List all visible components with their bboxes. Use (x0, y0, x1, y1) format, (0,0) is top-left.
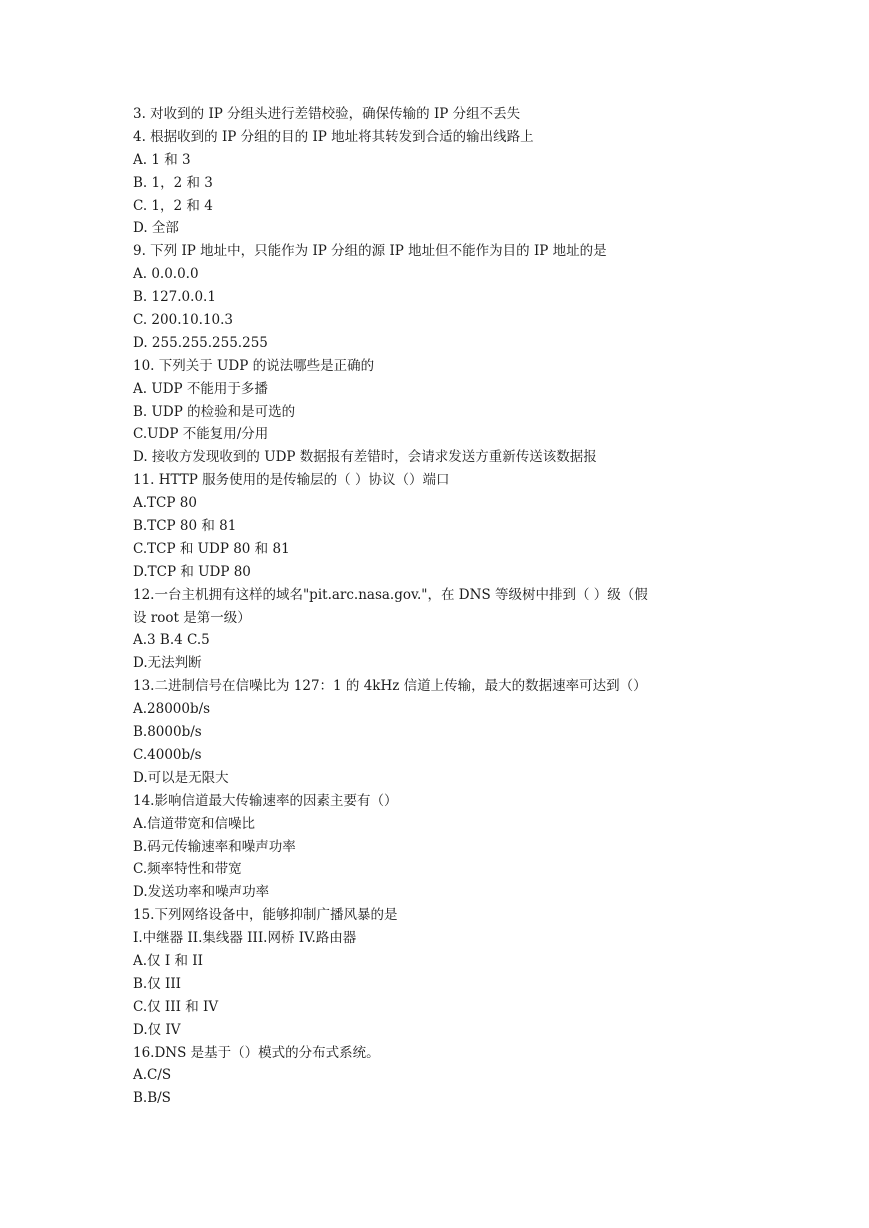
answer-option-a: A. UDP 不能用于多播 (133, 380, 268, 397)
answer-option-b: B.码元传输速率和噪声功率 (133, 838, 296, 855)
question-14: 14.影响信道最大传输速率的因素主要有（） (133, 792, 398, 809)
answer-option-a: A.仅 I 和 II (133, 952, 203, 969)
answer-option-b: B. UDP 的检验和是可选的 (133, 403, 296, 420)
answer-option-a: A.C/S (133, 1067, 172, 1084)
answer-option-d: D.发送功率和噪声功率 (133, 884, 270, 901)
question-9: 9. 下列 IP 地址中，只能作为 IP 分组的源 IP 地址但不能作为目的 IP 地址的是 (133, 243, 607, 260)
answer-option-b: B.TCP 80 和 81 (133, 518, 237, 535)
answer-option-d: D.仅 IV (133, 1021, 181, 1038)
answer-option-c: C.频率特性和带宽 (133, 861, 242, 878)
answer-option-c: C. 1，2 和 4 (133, 197, 213, 214)
question-16: 16.DNS 是基于（）模式的分布式系统。 (133, 1044, 380, 1061)
answer-option-d: D.TCP 和 UDP 80 (133, 563, 251, 580)
answer-option-c: C. 200.10.10.3 (133, 312, 234, 329)
answer-option-d: D. 全部 (133, 220, 179, 237)
answer-option-b: B.仅 III (133, 975, 182, 992)
question-10: 10. 下列关于 UDP 的说法哪些是正确的 (133, 357, 375, 374)
question-11: 11. HTTP 服务使用的是传输层的（ ）协议（）端口 (133, 472, 450, 489)
answer-option-d: D.无法判断 (133, 655, 202, 672)
answer-option-c: C.仅 III 和 IV (133, 998, 219, 1015)
document-page (133, 103, 733, 1110)
q3-option-text: 3. 对收到的 IP 分组头进行差错校验，确保传输的 IP 分组不丢失 (133, 106, 521, 122)
answer-option-c: C.4000b/s (133, 746, 202, 763)
answer-option-d: D.可以是无限大 (133, 769, 229, 786)
answer-option-b: B. 1，2 和 3 (133, 174, 213, 191)
answer-option-b: B. 127.0.0.1 (133, 289, 216, 306)
question-13: 13.二进制信号在信噪比为 127：1 的 4kHz 信道上传输，最大的数据速率可达到（） (133, 678, 647, 695)
answer-option-b: B.B/S (133, 1090, 171, 1107)
answer-option-a: A.TCP 80 (133, 495, 197, 512)
answer-option-a: A. 1 和 3 (133, 151, 191, 168)
answer-option-d: D. 接收方发现收到的 UDP 数据报有差错时，会请求发送方重新传送该数据报 (133, 449, 597, 466)
answer-option-d: D. 255.255.255.255 (133, 334, 268, 351)
q4-option-text: 4. 根据收到的 IP 分组的目的 IP 地址将其转发到合适的输出线路上 (133, 128, 534, 145)
answer-option-c: C.UDP 不能复用/分用 (133, 426, 269, 443)
question-15-items: I.中继器 II.集线器 III.网桥 IV.路由器 (133, 930, 357, 947)
question-15: 15.下列网络设备中，能够抑制广播风暴的是 (133, 907, 398, 924)
answer-option-a: A.28000b/s (133, 701, 211, 718)
answer-option-a: A. 0.0.0.0 (133, 266, 199, 283)
question-12: 12.一台主机拥有这样的域名"pit.arc.nasa.gov."，在 DNS 等级树中排到（ ）级（假 (133, 586, 648, 603)
answer-option-a: A.信道带宽和信噪比 (133, 815, 256, 832)
question-12-continued: 设 root 是第一级） (133, 609, 251, 626)
answer-options-abc: A.3 B.4 C.5 (133, 632, 210, 649)
answer-option-b: B.8000b/s (133, 724, 202, 741)
answer-option-c: C.TCP 和 UDP 80 和 81 (133, 540, 290, 557)
